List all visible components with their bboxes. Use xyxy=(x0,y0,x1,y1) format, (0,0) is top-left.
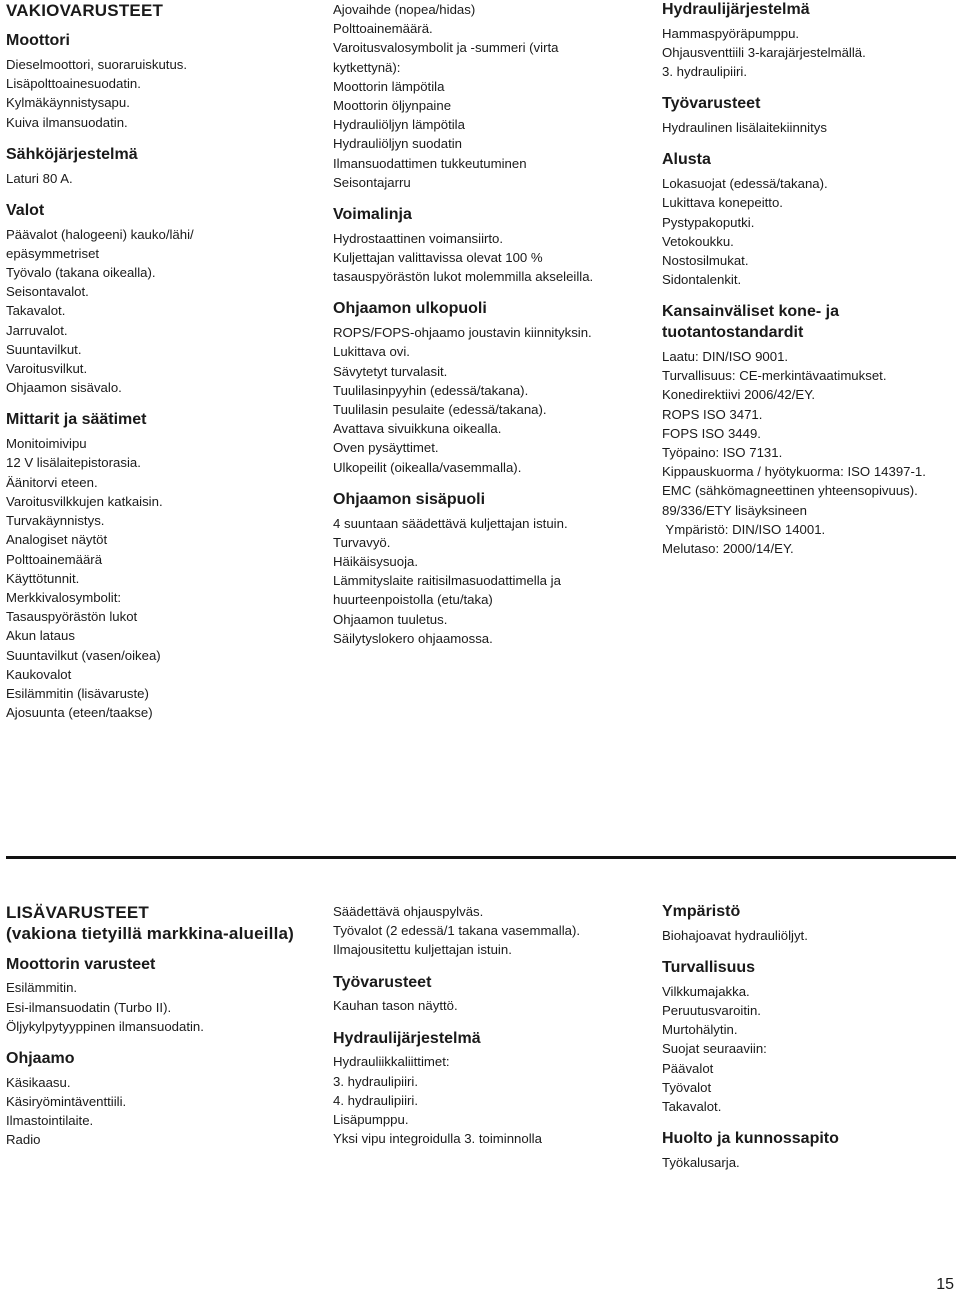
text-line: Hydrauliöljyn suodatin xyxy=(333,136,463,152)
text-line: Turvakäynnistys. xyxy=(6,513,105,529)
text-line: Murtohälytin. xyxy=(662,1022,738,1038)
text-line: Esi-ilmansuodatin (Turbo II). xyxy=(6,999,172,1015)
text-line: Vetokoukku. xyxy=(662,233,734,249)
text-line: Peruutusvaroitin. xyxy=(662,1003,761,1018)
text-line: Hydrauliöljyn lämpötila xyxy=(333,117,465,133)
text-line: Ajovaihde (nopea/hidas) xyxy=(333,2,476,17)
text-line: Avattava sivuikkuna oikealla. xyxy=(333,421,502,437)
text-line: Laatu: DIN/ISO 9001. xyxy=(662,349,789,365)
section-heading: Ohjaamo xyxy=(6,1049,75,1067)
text-line: Päävalot (halogeeni) kauko/lähi/ xyxy=(6,226,194,242)
text-line: Seisontavalot. xyxy=(6,284,89,300)
text-line: Käyttötunnit. xyxy=(6,570,80,586)
top-column-1 xyxy=(6,0,306,735)
text-line: Lokasuojat (edessä/takana). xyxy=(662,176,828,192)
section xyxy=(662,94,960,137)
text-line: EMC (sähkömagneettinen yhteensopivuus). xyxy=(662,483,918,499)
text-line: ROPS/FOPS-ohjaamo joustavin kiinnityksin. xyxy=(333,325,592,341)
text-line: Kippauskuorma / hyötykuorma: ISO 14397-1. xyxy=(662,464,926,480)
text-line: Moottorin lämpötila xyxy=(333,78,445,94)
section-heading: Moottori xyxy=(6,32,70,50)
text-line: Polttoainemäärä xyxy=(6,551,103,567)
text-line: tasauspyörästön lukot molemmilla akseleilla. xyxy=(333,269,594,285)
text-line: Tasauspyörästön lukot xyxy=(6,609,138,625)
section xyxy=(662,902,960,945)
text-line: Moottorin öljynpaine xyxy=(333,98,452,114)
text-line: Käsiryömintäventtiili. xyxy=(6,1093,127,1109)
text-line: Monitoimivipu xyxy=(6,436,87,452)
text-line: Varoitusvalosymbolit ja -summeri (virta xyxy=(333,40,559,56)
section-heading: Valot xyxy=(6,201,45,219)
text-line: Säilytyslokero ohjaamossa. xyxy=(333,630,493,646)
text-line: FOPS ISO 3449. xyxy=(662,425,761,441)
section xyxy=(333,490,633,648)
text-line: Hydraulinen lisälaitekiinnitys xyxy=(662,120,827,136)
text-line: Ohjausventtiili 3-karajärjestelmällä. xyxy=(662,45,866,60)
text-line: Tuulilasin pesulaite (edessä/takana). xyxy=(333,402,547,418)
section xyxy=(6,955,306,1036)
text-line: Ohjaamon sisävalo. xyxy=(6,380,122,396)
text-line: huurteenpoistolla (etu/taka) xyxy=(333,592,493,608)
section xyxy=(662,958,960,1116)
section xyxy=(662,1129,960,1172)
section xyxy=(6,145,306,188)
text-line: Käsikaasu. xyxy=(6,1074,71,1090)
section-heading: Hydraulijärjestelmä xyxy=(333,1029,481,1047)
text-line: 4. hydraulipiiri. xyxy=(333,1092,419,1108)
intro-block xyxy=(333,902,633,960)
text-line: Sävytetyt turvalasit. xyxy=(333,363,448,379)
text-line: Ulkopeilit (oikealla/vasemmalla). xyxy=(333,459,522,475)
text-line: Seisontajarru xyxy=(333,174,411,190)
text-line: Hammaspyöräpumppu. xyxy=(662,25,800,41)
bottom-column-3 xyxy=(662,902,960,1185)
section-heading: Moottorin varusteet xyxy=(6,955,156,973)
section-heading: Työvarusteet xyxy=(662,95,761,113)
top-column-3 xyxy=(662,0,960,571)
text-line: Kuiva ilmansuodatin. xyxy=(6,114,128,130)
text-line: Takavalot. xyxy=(662,1099,722,1115)
text-line: Ilmajousitettu kuljettajan istuin. xyxy=(333,942,512,958)
text-line: Ympäristö: DIN/ISO 14001. xyxy=(662,521,826,537)
text-line: 89/336/ETY lisäyksineen xyxy=(662,502,807,518)
text-line: Häikäisysuoja. xyxy=(333,554,419,570)
text-line: Tuulilasinpyyhin (edessä/takana). xyxy=(333,382,529,398)
section-heading: Alusta xyxy=(662,151,711,169)
column-title: VAKIOVARUSTEET xyxy=(6,1,164,20)
text-line: Esilämmitin (lisävaruste) xyxy=(6,685,149,701)
section xyxy=(333,205,633,286)
section-heading: Huolto ja kunnossapito xyxy=(662,1130,839,1148)
text-line: Öljykylpytyyppinen ilmansuodatin. xyxy=(6,1018,204,1034)
section-heading: Voimalinja xyxy=(333,206,412,224)
text-line: Lisäpolttoainesuodatin. xyxy=(6,76,141,92)
text-line: Vilkkumajakka. xyxy=(662,983,750,999)
text-line: Akun lataus xyxy=(6,628,75,644)
text-line: Dieselmoottori, suoraruiskutus. xyxy=(6,57,188,73)
text-line: Työvalo (takana oikealla). xyxy=(6,265,156,281)
text-line: Nostosilmukat. xyxy=(662,253,749,269)
section xyxy=(333,299,633,476)
section-heading: Ohjaamon sisäpuoli xyxy=(333,490,486,508)
text-line: Työkalusarja. xyxy=(662,1155,740,1171)
section xyxy=(6,1049,306,1150)
section xyxy=(662,302,960,558)
text-line: Ajosuunta (eteen/taakse) xyxy=(6,705,153,721)
text-line: Ohjaamon tuuletus. xyxy=(333,611,448,627)
text-line: Suojat seuraaviin: xyxy=(662,1041,767,1057)
section-heading: Työvarusteet xyxy=(333,973,432,991)
text-line: 4 suuntaan säädettävä kuljettajan istuin. xyxy=(333,515,568,531)
text-line: Lukittava konepeitto. xyxy=(662,195,783,211)
section xyxy=(333,1029,633,1149)
text-line: Merkkivalosymbolit: xyxy=(6,589,122,605)
column-title: LISÄVARUSTEET (vakiona tietyillä markkina-alueilla) xyxy=(6,903,295,944)
text-line: Työvalot xyxy=(662,1079,712,1095)
text-line: Polttoainemäärä. xyxy=(333,21,433,37)
text-line: 3. hydraulipiiri. xyxy=(662,64,748,80)
text-line: Konedirektiivi 2006/42/EY. xyxy=(662,387,815,403)
text-line: Varoitusvilkut. xyxy=(6,361,88,377)
text-line: Ilmansuodattimen tukkeutuminen xyxy=(333,155,527,171)
text-line: Lisäpumppu. xyxy=(333,1112,409,1128)
text-line: Säädettävä ohjauspylväs. xyxy=(333,904,484,919)
text-line: Analogiset näytöt xyxy=(6,532,108,548)
text-line: Lämmityslaite raitisilmasuodattimella ja xyxy=(333,573,561,589)
text-line: Sidontalenkit. xyxy=(662,272,742,288)
section xyxy=(6,410,306,722)
text-line: Suuntavilkut. xyxy=(6,341,82,357)
text-line: Yksi vipu integroidulla 3. toiminnolla xyxy=(333,1131,542,1147)
text-line: Kylmäkäynnistysapu. xyxy=(6,95,130,111)
section-heading: Mittarit ja säätimet xyxy=(6,411,147,429)
section-heading: Kansainväliset kone- ja tuotantostandardit xyxy=(662,303,839,342)
text-line: Varoitusvilkkujen katkaisin. xyxy=(6,493,163,509)
text-line: Hydrauliikkaliittimet: xyxy=(333,1054,450,1070)
text-line: Esilämmitin. xyxy=(6,980,78,996)
text-line: Kauhan tason näyttö. xyxy=(333,998,458,1014)
text-line: kytkettynä): xyxy=(333,59,401,75)
section xyxy=(6,201,306,398)
text-line: Päävalot xyxy=(662,1060,714,1076)
text-line: Takavalot. xyxy=(6,303,66,319)
text-line: Kaukovalot xyxy=(6,666,72,682)
section xyxy=(662,0,960,81)
text-line: Oven pysäyttimet. xyxy=(333,440,439,456)
text-line: 3. hydraulipiiri. xyxy=(333,1073,419,1089)
section-heading: Ympäristö xyxy=(662,903,741,920)
section-heading: Ohjaamon ulkopuoli xyxy=(333,300,487,318)
intro-block xyxy=(333,0,633,192)
section-heading: Hydraulijärjestelmä xyxy=(662,1,810,18)
text-line: Ilmastointilaite. xyxy=(6,1113,94,1129)
top-column-2 xyxy=(333,0,633,661)
text-line: Jarruvalot. xyxy=(6,322,68,338)
text-line: Pystypakoputki. xyxy=(662,214,755,230)
text-line: Turvallisuus: CE-merkintävaatimukset. xyxy=(662,368,887,384)
text-line: Turvavyö. xyxy=(333,534,391,550)
text-line: 12 V lisälaitepistorasia. xyxy=(6,455,141,471)
text-line: Laturi 80 A. xyxy=(6,170,73,186)
bottom-column-1 xyxy=(6,902,306,1163)
text-line: Radio xyxy=(6,1132,41,1148)
text-line: Melutaso: 2000/14/EY. xyxy=(662,541,794,557)
text-line: Äänitorvi eteen. xyxy=(6,474,98,490)
section xyxy=(662,150,960,289)
bottom-column-2 xyxy=(333,902,633,1161)
section-divider xyxy=(6,856,956,859)
text-line: Työvalot (2 edessä/1 takana vasemmalla). xyxy=(333,923,581,939)
text-line: epäsymmetriset xyxy=(6,245,100,261)
text-line: Biohajoavat hydrauliöljyt. xyxy=(662,927,808,943)
section-heading: Sähköjärjestelmä xyxy=(6,145,138,163)
text-line: Lukittava ovi. xyxy=(333,344,410,360)
text-line: Hydrostaattinen voimansiirto. xyxy=(333,230,504,246)
text-line: Kuljettajan valittavissa olevat 100 % xyxy=(333,250,543,266)
section-heading: Turvallisuus xyxy=(662,959,756,976)
section xyxy=(6,31,306,132)
text-line: Työpaino: ISO 7131. xyxy=(662,445,783,461)
text-line: ROPS ISO 3471. xyxy=(662,406,763,422)
section xyxy=(333,973,633,1016)
page-number: 15 xyxy=(936,1276,954,1293)
text-line: Suuntavilkut (vasen/oikea) xyxy=(6,647,161,663)
